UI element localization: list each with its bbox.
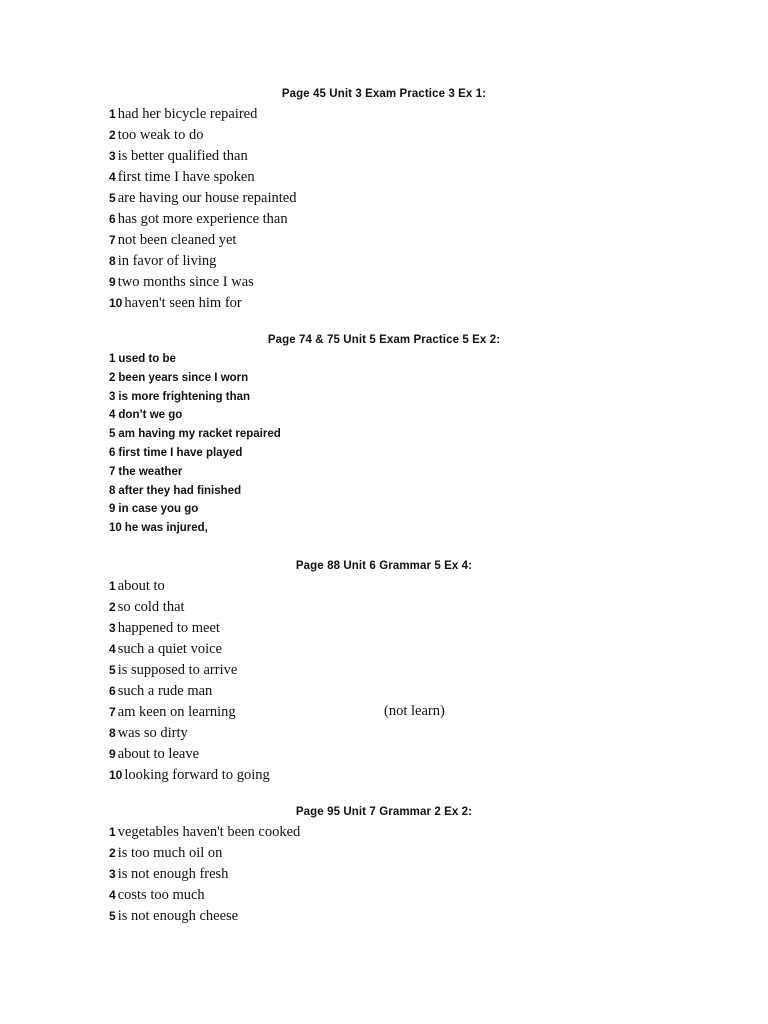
item-number: 3 bbox=[109, 621, 116, 635]
list-item bbox=[109, 638, 270, 659]
item-text: not been cleaned yet bbox=[117, 232, 237, 248]
list-item bbox=[109, 617, 270, 638]
item-text: he was injured, bbox=[124, 522, 208, 535]
item-number: 9 bbox=[109, 503, 116, 516]
list-item bbox=[109, 187, 296, 208]
list-item bbox=[109, 250, 296, 271]
list-item bbox=[109, 722, 270, 743]
item-number: 7 bbox=[109, 705, 116, 719]
item-number: 3 bbox=[109, 390, 116, 403]
item-number: 6 bbox=[109, 446, 116, 459]
answer-list bbox=[109, 349, 281, 537]
item-number: 7 bbox=[109, 233, 116, 247]
list-item bbox=[109, 292, 296, 313]
item-number: 1 bbox=[109, 353, 116, 365]
item-number: 2 bbox=[109, 128, 116, 142]
section-heading: Page 45 Unit 3 Exam Practice 3 Ex 1: bbox=[281, 88, 487, 100]
list-item bbox=[109, 443, 281, 462]
item-text: vegetables haven't been cooked bbox=[117, 824, 301, 840]
item-text: in case you go bbox=[118, 503, 199, 516]
item-text: about to leave bbox=[117, 746, 200, 762]
item-number: 1 bbox=[109, 107, 116, 121]
list-item bbox=[109, 701, 445, 722]
list-item bbox=[109, 863, 300, 884]
item-text: is better qualified than bbox=[117, 148, 248, 164]
list-item bbox=[109, 842, 300, 863]
list-item bbox=[109, 743, 270, 764]
list-item bbox=[109, 481, 281, 500]
item-text: such a rude man bbox=[117, 683, 213, 699]
section-heading: Page 88 Unit 6 Grammar 5 Ex 4: bbox=[295, 560, 473, 572]
item-number: 6 bbox=[109, 212, 116, 226]
item-number: 8 bbox=[109, 254, 116, 268]
item-text: looking forward to going bbox=[124, 767, 270, 783]
item-note: (not learn) bbox=[384, 703, 445, 719]
item-number: 4 bbox=[109, 642, 116, 656]
item-text: had her bicycle repaired bbox=[117, 106, 258, 122]
item-number: 5 bbox=[109, 663, 116, 677]
item-number: 1 bbox=[109, 825, 116, 839]
item-text: am having my racket repaired bbox=[118, 428, 281, 441]
item-text: two months since I was bbox=[117, 274, 254, 290]
list-item bbox=[109, 229, 296, 250]
list-item bbox=[109, 208, 296, 229]
list-item bbox=[109, 821, 300, 842]
list-item bbox=[109, 124, 296, 145]
item-number: 5 bbox=[109, 909, 116, 923]
item-number: 5 bbox=[109, 428, 116, 441]
item-text: costs too much bbox=[117, 887, 205, 903]
item-text: is not enough fresh bbox=[117, 866, 229, 882]
item-number: 4 bbox=[109, 888, 116, 902]
item-text: haven't seen him for bbox=[124, 295, 242, 311]
item-text: after they had finished bbox=[118, 484, 242, 497]
list-item bbox=[109, 103, 296, 124]
list-item bbox=[109, 387, 281, 406]
list-item bbox=[109, 680, 270, 701]
section-heading: Page 95 Unit 7 Grammar 2 Ex 2: bbox=[295, 806, 473, 818]
item-number: 10 bbox=[109, 522, 122, 535]
item-text: too weak to do bbox=[117, 127, 204, 143]
item-text: used to be bbox=[118, 353, 176, 365]
item-text: is not enough cheese bbox=[117, 908, 239, 924]
item-text: has got more experience than bbox=[117, 211, 288, 227]
item-text: happened to meet bbox=[117, 620, 220, 636]
item-number: 2 bbox=[109, 600, 116, 614]
list-item bbox=[109, 145, 296, 166]
item-number: 1 bbox=[109, 579, 116, 593]
item-number: 9 bbox=[109, 275, 116, 289]
item-number: 2 bbox=[109, 371, 116, 384]
answer-list bbox=[109, 575, 445, 785]
answer-list bbox=[109, 821, 300, 926]
item-number: 10 bbox=[109, 768, 123, 782]
answer-list bbox=[109, 103, 296, 313]
item-number: 9 bbox=[109, 747, 116, 761]
item-text: is supposed to arrive bbox=[117, 662, 238, 678]
list-item bbox=[109, 596, 270, 617]
item-text: first time I have spoken bbox=[117, 169, 255, 185]
list-item bbox=[109, 271, 296, 292]
item-number: 8 bbox=[109, 726, 116, 740]
list-item bbox=[109, 405, 281, 424]
item-number: 4 bbox=[109, 170, 116, 184]
list-item bbox=[109, 462, 281, 481]
item-number: 7 bbox=[109, 465, 116, 478]
item-number: 10 bbox=[109, 296, 123, 310]
item-text: am keen on learning bbox=[117, 704, 236, 720]
list-item bbox=[109, 368, 281, 387]
list-item bbox=[109, 659, 270, 680]
item-text: about to bbox=[117, 578, 165, 594]
item-text: is more frightening than bbox=[118, 390, 251, 403]
item-number: 3 bbox=[109, 149, 116, 163]
section-heading: Page 74 & 75 Unit 5 Exam Practice 5 Ex 2: bbox=[267, 334, 501, 346]
item-text: first time I have played bbox=[118, 446, 243, 459]
item-text: are having our house repainted bbox=[117, 190, 297, 206]
list-item bbox=[109, 905, 300, 926]
list-item bbox=[109, 764, 270, 785]
list-item bbox=[109, 499, 281, 518]
item-text: so cold that bbox=[117, 599, 185, 615]
item-number: 2 bbox=[109, 846, 116, 860]
item-number: 3 bbox=[109, 867, 116, 881]
item-number: 4 bbox=[109, 409, 116, 422]
item-text: was so dirty bbox=[117, 725, 188, 741]
list-item bbox=[109, 518, 281, 537]
list-item bbox=[109, 166, 296, 187]
list-item bbox=[109, 349, 281, 368]
item-text: the weather bbox=[118, 465, 183, 478]
list-item bbox=[109, 424, 281, 443]
item-number: 5 bbox=[109, 191, 116, 205]
item-number: 8 bbox=[109, 484, 116, 497]
list-item bbox=[109, 575, 270, 596]
item-text: is too much oil on bbox=[117, 845, 223, 861]
item-text: in favor of living bbox=[117, 253, 217, 269]
item-text: don’t we go bbox=[118, 409, 183, 422]
list-item bbox=[109, 884, 300, 905]
item-number: 6 bbox=[109, 684, 116, 698]
item-text: such a quiet voice bbox=[117, 641, 222, 657]
item-text: been years since I worn bbox=[118, 371, 249, 384]
